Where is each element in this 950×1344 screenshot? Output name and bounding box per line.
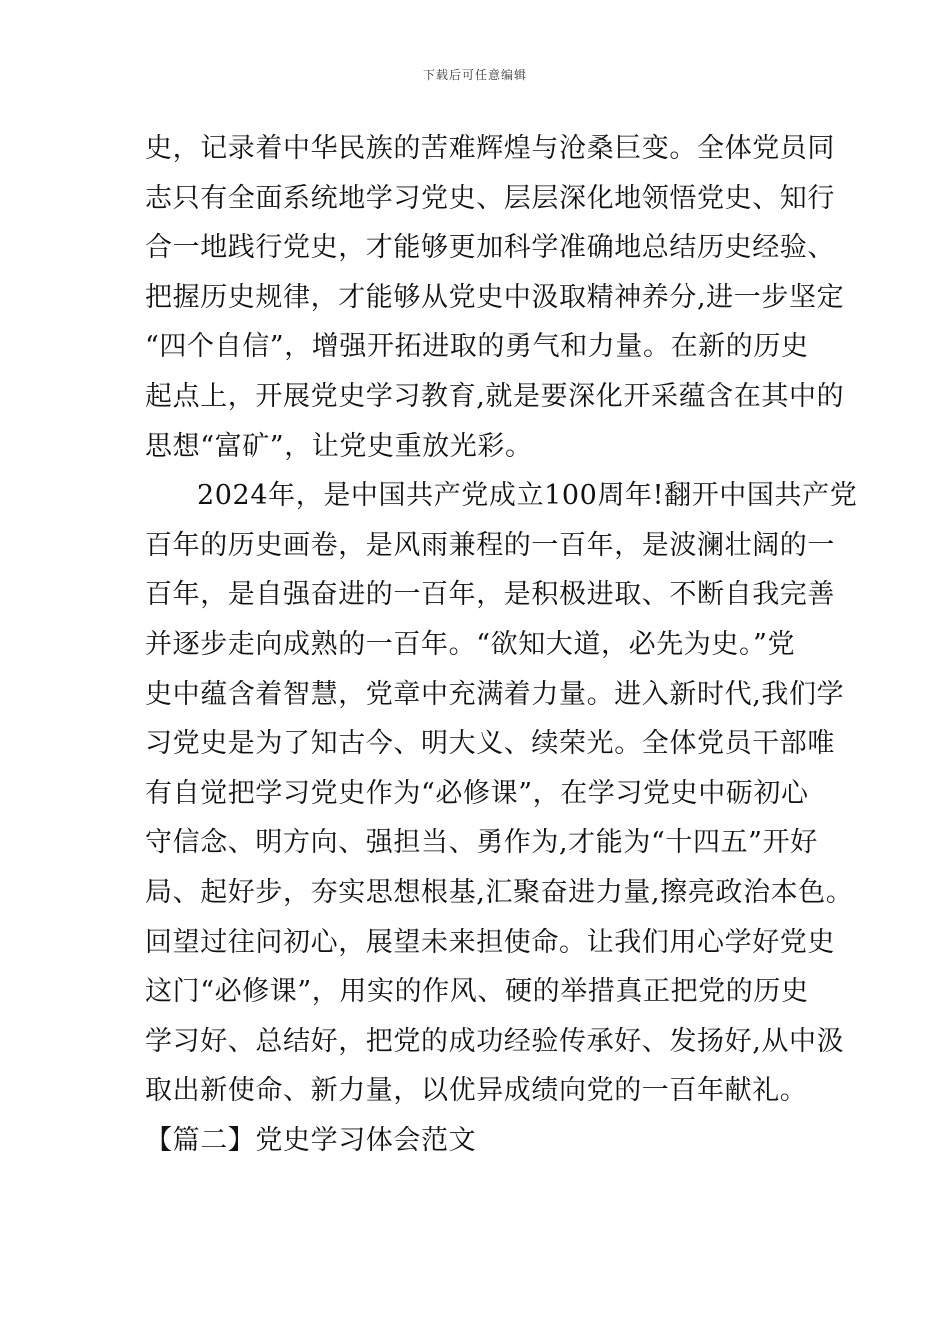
paragraph-2-line: 并逐步走向成熟的一百年。“欲知大道，必先为史。”党 — [145, 628, 796, 660]
paragraph-2-line: 取出新使命、新力量，以优异成绩向党的一百年献礼。 — [145, 1075, 808, 1107]
paragraph-2-line: 这门“必修课”，用实的作风、硬的举措真正把党的历史 — [145, 976, 809, 1008]
header-note: 下载后可任意编辑 — [422, 68, 527, 82]
paragraph-2-line: 习党史是为了知古今、明大义、续荣光。全体党员干部唯 — [145, 728, 835, 760]
paragraph-1-line: 合一地践行党史，才能够更加科学准确地总结历史经验、 — [145, 232, 835, 264]
paragraph-2-line: 有自觉把学习党史作为“必修课”，在学习党史中砺初心 — [145, 777, 809, 809]
paragraph-2-line: 百年，是自强奋进的一百年，是积极进取、不断自我完善 — [145, 579, 835, 611]
paragraph-1-line: 把握历史规律，才能够从党史中汲取精神养分,进一步坚定 — [145, 281, 845, 313]
paragraph-1-line: 史，记录着中华民族的苦难辉煌与沧桑巨变。全体党员同 — [145, 133, 835, 164]
paragraph-2-line: 学习好、总结好，把党的成功经验传承好、发扬好,从中汲 — [145, 1025, 845, 1057]
paragraph-1-line: 起点上，开展党史学习教育,就是要深化开采蕴含在其中的 — [145, 380, 845, 412]
section-heading: 【篇二】党史学习体会范文 — [145, 1125, 477, 1156]
paragraph-1-line: 思想“富矿”，让党史重放光彩。 — [145, 430, 533, 462]
paragraph-2-line: 回望过往问初心，展望未来担使命。让我们用心学好党史 — [145, 926, 835, 958]
paragraph-2-line: 局、起好步，夯实思想根基,汇聚奋进力量,擦亮政治本色。 — [145, 876, 854, 908]
body-text — [145, 124, 858, 1116]
paragraph-2-line: 2024年，是中国共产党成立100周年!翻开中国共产党 — [197, 480, 858, 512]
paragraph-2-line: 史中蕴含着智慧，党章中充满着力量。进入新时代,我们学 — [145, 678, 845, 710]
paragraph-1-line: “四个自信”，增强开拓进取的勇气和力量。在新的历史 — [145, 331, 809, 363]
paragraph-2-line: 守信念、明方向、强担当、勇作为,才能为“十四五”开好 — [145, 827, 818, 859]
paragraph-2-line: 百年的历史画卷，是风雨兼程的一百年，是波澜壮阔的一 — [145, 529, 835, 561]
paragraph-1-line: 志只有全面系统地学习党史、层层深化地领悟党史、知行 — [145, 182, 835, 214]
